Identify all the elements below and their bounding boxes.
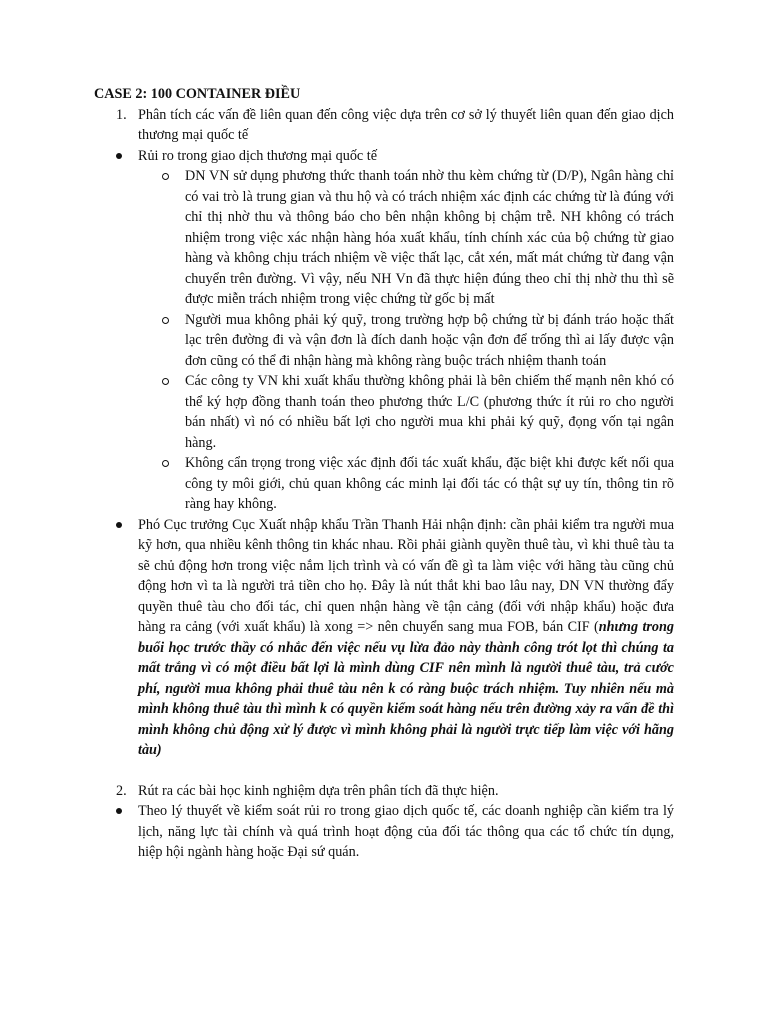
sub-bullet-3: [94, 371, 674, 453]
bullet-dot-icon: [116, 808, 122, 814]
bullet-ring-icon: [162, 317, 169, 324]
sub-bullet-1: [94, 166, 674, 310]
bullet-risk: [94, 146, 674, 167]
sub-bullet-2-text: Người mua không phải ký quỹ, trong trường hợp bộ chứng từ bị đánh tráo hoặc thất lạc trên đường đi và vận đơn là đích danh hoặc vận đơn để trống thì ai lấy được vận đơn cũng có thể đi nhận hàng mà không ràng buộc trách nhiệm thanh toán: [185, 311, 674, 369]
sub-bullet-2: [94, 310, 674, 372]
case-title: CASE 2: 100 CONTAINER ĐIỀU: [94, 86, 301, 102]
section-2-text: Rút ra các bài học kinh nghiệm dựa trên phân tích đã thực hiện.: [138, 782, 499, 799]
bullet-ring-icon: [162, 378, 169, 385]
spacer: [94, 761, 674, 781]
bullet-dot-icon: [116, 153, 122, 159]
bullet-ring-icon: [162, 173, 169, 180]
bullet-risk-text: Rủi ro trong giao dịch thương mại quốc tế: [138, 147, 377, 164]
sub-bullet-1-text: DN VN sử dụng phương thức thanh toán nhờ thu kèm chứng từ (D/P), Ngân hàng chỉ có vai trò là trung gian và thu hộ và có trách nhiệm xác định các chứng từ là đúng với chỉ thị nhờ thu và thông báo cho bên nhận không bị chậm trễ. NH không có trách nhiệm trong việc xác nhận hàng hóa xuất khẩu, tính chính xác của bộ chứng từ giao hàng và không chịu trách nhiệm về việc thất lạc, cắt xén, mất mát chứng từ đang vận chuyển trên đường. Vì vậy, nếu NH Vn đã thực hiện đúng theo chỉ thị nhờ thu thì sẽ được miễn trách nhiệm trong việc chứng từ gốc bị mất: [185, 168, 674, 307]
bullet-ring-icon: [162, 460, 169, 467]
bullet-deputy-text: Phó Cục trưởng Cục Xuất nhập khẩu Trần Thanh Hải nhận định: cần phải kiểm tra người mua kỹ hơn, qua nhiều kênh thông tin khác nhau. Rồi phải giành quyền thuê tàu, vì khi thuê tàu ta sẽ chủ động hơn trong việc nắm lịch trình và có vấn đề gì ta làm việc với hãng tàu cũng chủ động hơn vì ta là người trả tiền cho họ. Đây là nút thắt khi bao lâu nay, DN VN thường đẩy quyền thuê tàu cho đối tác, chỉ quen nhận hàng về tận cảng (đối với nhập khẩu) hoặc đưa hàng ra cảng (với xuất khẩu) là xong => nên chuyển sang mua FOB, bán CIF (: [138, 516, 674, 635]
sub-bullet-4: [94, 453, 674, 515]
sub-bullet-3-text: Các công ty VN khi xuất khẩu thường không phải là bên chiếm thế mạnh nên khó có thể ký hợp đồng thanh toán theo phương thức L/C (phương thức ít rủi ro cho người bán nhất) vì nó có nhiều bất lợi cho người mua khi phải ký quỹ, đọng vốn tại ngân hàng.: [185, 373, 674, 451]
section-2: [94, 781, 674, 802]
bullet-lesson: [94, 801, 674, 863]
section-1-text: Phân tích các vấn đề liên quan đến công việc dựa trên cơ sở lý thuyết liên quan đến giao dịch thương mại quốc tế: [138, 106, 674, 143]
sub-bullet-4-text: Không cẩn trọng trong việc xác định đối tác xuất khẩu, đặc biệt khi được kết nối qua công ty môi giới, chủ quan không các minh lại đối tác có thật sự uy tín, thông tin rõ ràng hay không.: [185, 455, 674, 512]
bullet-lesson-text: Theo lý thuyết về kiểm soát rủi ro trong giao dịch quốc tế, các doanh nghiệp cần kiểm tra lý lịch, năng lực tài chính và quá trình hoạt động của đối tác thông qua các tổ chức tín dụng, hiệp hội ngành hàng hoặc Đại sứ quán.: [138, 803, 674, 860]
bullet-dot-icon: [116, 522, 122, 528]
bullet-deputy-emphasis: nhưng trong buổi học trước thầy có nhắc đến việc nếu vụ lừa đảo này thành công trót lọt thì chúng ta mất trắng vì có một điều bất lợi là mình dùng CIF nên mình là người thuê tàu, trả cước phí, người mua không phải thuê tàu nên k có ràng buộc trách nhiệm. Tuy nhiên nếu mà mình không thuê tàu thì mình k có quyền kiểm soát hàng nếu trên đường xảy ra vấn đề thì mình không chủ động xử lý được vì mình không phải là người trực tiếp làm việc với hãng tàu): [138, 619, 674, 758]
section-1-number: 1.: [116, 106, 127, 123]
document-page: [94, 84, 674, 863]
bullet-deputy: [94, 515, 674, 761]
section-1: [94, 105, 674, 146]
section-2-number: 2.: [116, 782, 127, 799]
